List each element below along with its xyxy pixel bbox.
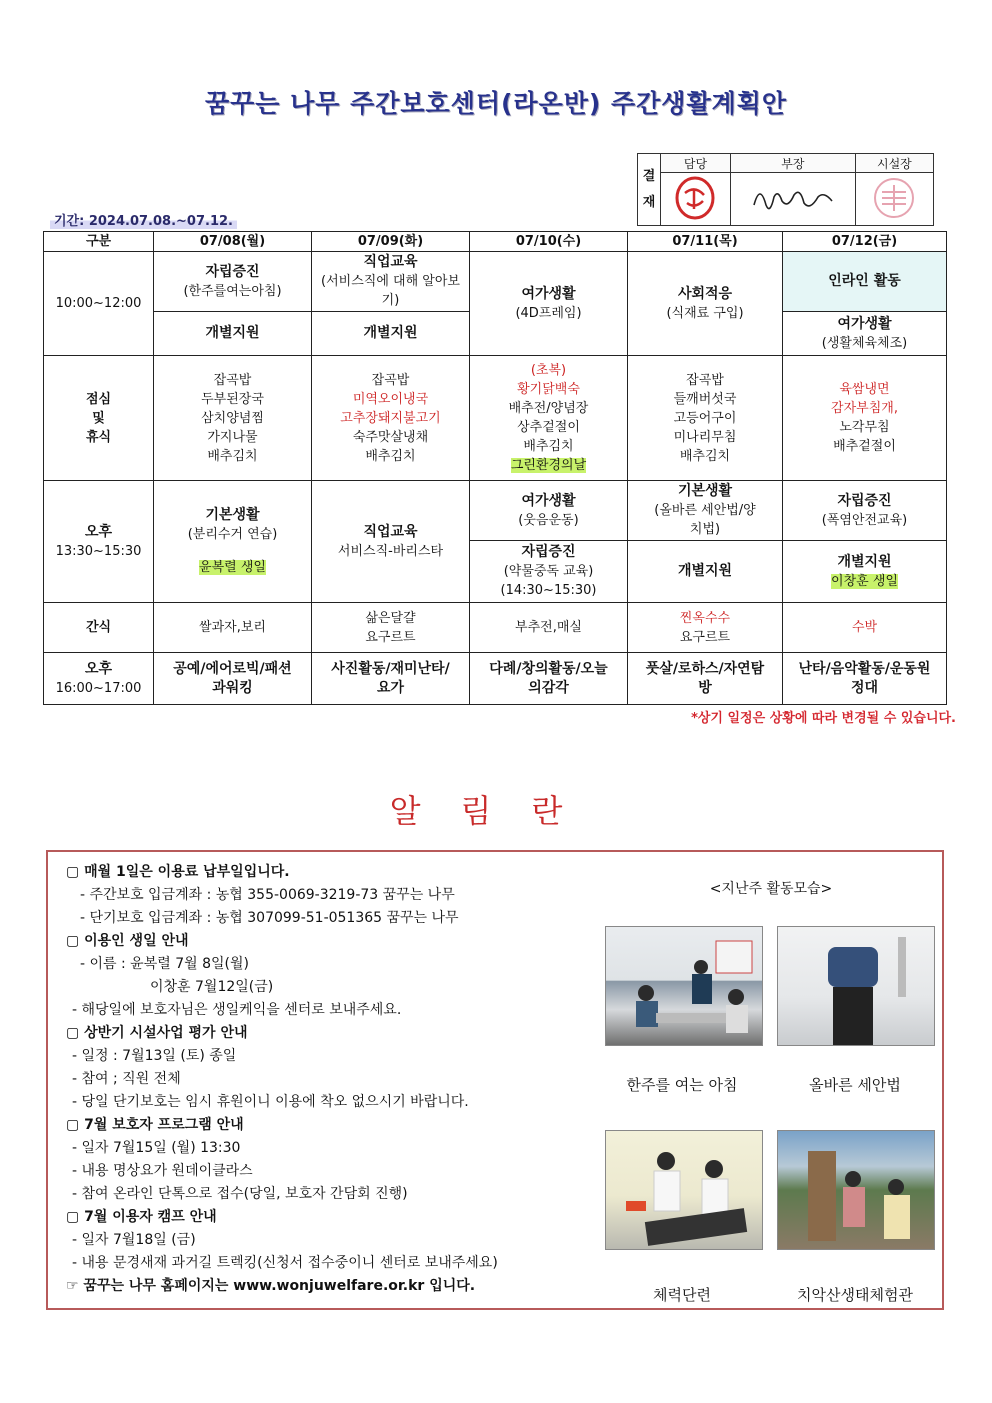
fri-am2-title: 여가생활 (837, 315, 892, 332)
thu-lunch-cell (628, 356, 783, 481)
tue-am-cell (312, 252, 470, 312)
row-label-morning: 10:00~12:00 (44, 252, 154, 356)
snack-item-special: 찐옥수수 (679, 610, 731, 626)
wed-am-sub: (4D프레임) (515, 305, 582, 321)
menu-item-special: 고추장돼지불고기 (340, 410, 441, 426)
fri-am2-cell (783, 312, 947, 356)
menu-item: 들깨버섯국 (673, 391, 737, 407)
tue-am2-cell: 개별지원 (312, 312, 470, 356)
snack-item: 요구르트 (679, 629, 731, 645)
late-time: 16:00~17:00 (55, 680, 142, 696)
lunch-label-2: 및 (92, 410, 105, 426)
wed-pm2-cell (470, 541, 628, 603)
menu-item: 가지나물 (207, 429, 258, 445)
thu-pm2-cell: 개별지원 (628, 541, 783, 603)
approval-box (637, 153, 934, 226)
fri-pm2-title: 개별지원 (837, 553, 892, 570)
tue-late-cell: 사진활동/재미난타/요가 (312, 653, 470, 705)
notice-title: 알림란 (389, 792, 603, 830)
thu-am-cell (628, 252, 783, 356)
late-label: 오후 (84, 660, 113, 677)
thu-snack-cell (628, 603, 783, 653)
notice-line: 이창훈 7월12일(금) (150, 979, 274, 995)
afternoon-time: 13:30~15:30 (55, 543, 142, 559)
fri-pm1-cell (783, 481, 947, 541)
thu-pm1-cell (628, 481, 783, 541)
snack-item: 요구르트 (365, 629, 416, 645)
notice-box (46, 850, 944, 1310)
notice-line: - 내용 문경새재 과거길 트렉킹(신청서 접수중이니 센터로 보내주세요) (72, 1255, 498, 1271)
tue-pm-sub: 서비스직-바리스타 (337, 543, 444, 559)
notice-heading: ▢ 매월 1일은 이용료 납부일입니다. (66, 864, 290, 880)
mon-am2-cell: 개별지원 (154, 312, 312, 356)
schedule-table (43, 231, 947, 705)
notice-line: - 참여 ; 직원 전체 (72, 1071, 181, 1087)
fri-late-cell: 난타/음악활동/운동원정대 (783, 653, 947, 705)
tue-am-sub: (서비스직에 대해 알아보기) (321, 274, 460, 308)
thu-am-title: 사회적응 (677, 285, 733, 302)
approval-stamp-staff (661, 173, 731, 226)
approval-header-manager: 부장 (730, 154, 855, 173)
fri-pm1-title: 자립증진 (837, 492, 892, 509)
tue-snack-cell (312, 603, 470, 653)
menu-item-special: 육쌈냉면 (839, 382, 890, 397)
notice-heading: ▢ 이용인 생일 안내 (66, 933, 189, 949)
wed-pm2-time: (14:30~15:30) (500, 583, 597, 598)
wed-lunch-cell (470, 356, 628, 481)
menu-item: 배추겉절이 (833, 439, 896, 454)
menu-item: 고등어구이 (673, 410, 737, 426)
notice-heading: ▢ 7월 이용자 캠프 안내 (66, 1209, 217, 1225)
wed-late-cell: 다례/창의활동/오늘의감각 (470, 653, 628, 705)
tue-pm-title: 직업교육 (363, 523, 418, 540)
approval-header-staff: 담당 (661, 154, 731, 173)
menu-item: 배추김치 (365, 448, 416, 464)
people-photo-icon (778, 927, 934, 1045)
wed-pm2-sub: (약물중독 교육) (503, 564, 594, 579)
menu-item: 잡곡밥 (213, 372, 252, 388)
photo-morning (605, 926, 763, 1046)
notice-line: - 당일 단기보호는 임시 휴원이니 이용에 착오 없으시기 바랍니다. (72, 1094, 469, 1110)
stamp-icon (866, 175, 922, 221)
menu-item: 삼치양념찜 (201, 410, 264, 426)
fri-am-cell (783, 252, 947, 312)
mon-am-sub: (한주를여는아침) (183, 283, 282, 299)
birthday-badge: 윤복렬 생일 (199, 560, 266, 575)
menu-item-special: 감자부침개, (831, 401, 898, 416)
notice-line: - 일정 : 7월13일 (토) 종일 (72, 1048, 237, 1064)
wed-pm2-title: 자립증진 (521, 544, 576, 560)
notice-heading: ▢ 상반기 시설사업 평가 안내 (66, 1025, 248, 1041)
lunch-label-3: 휴식 (85, 429, 112, 445)
mon-snack-cell: 쌀과자,보리 (154, 603, 312, 653)
notice-line: - 단기보호 입금계좌 : 농협 307099-51-051365 꿈꾸는 나무 (80, 910, 459, 926)
period-label: 기간: 2024.07.08.~07.12. (50, 210, 237, 229)
fri-am2-sub: (생활체육체조) (821, 335, 908, 351)
wed-pm1-title: 여가생활 (521, 492, 576, 509)
thu-am-sub: (식재료 구입) (666, 305, 744, 321)
fri-lunch-cell (783, 356, 947, 481)
menu-item: 상추겉절이 (517, 420, 580, 435)
header-fri: 07/12(금) (783, 232, 947, 252)
menu-item-special: 미역오이냉국 (352, 391, 429, 407)
header-tue: 07/09(화) (312, 232, 470, 252)
homepage-line: ☞ 꿈꾸는 나무 홈페이지는 www.wonjuwelfare.or.kr 입니다. (66, 1278, 476, 1294)
header-wed: 07/10(수) (470, 232, 628, 252)
notice-line: - 참여 온라인 단톡으로 접수(당일, 보호자 간담회 진행) (72, 1186, 408, 1202)
header-thu: 07/11(목) (628, 232, 783, 252)
fri-pm2-cell (783, 541, 947, 603)
caption-exercise: 체력단련 (653, 1286, 711, 1304)
mon-pm-title: 기본생활 (205, 507, 260, 523)
approval-stamp-director (855, 173, 933, 226)
menu-item: 배추김치 (523, 439, 574, 454)
signature-icon (748, 175, 838, 221)
tue-am-title: 직업교육 (363, 254, 418, 270)
wed-pm1-cell (470, 481, 628, 541)
notice-line: - 내용 명상요가 원데이클라스 (72, 1163, 253, 1179)
mon-am-title: 자립증진 (205, 263, 260, 280)
photo-eco-center (777, 1130, 935, 1250)
photos-title: <지난주 활동모습> (709, 881, 833, 897)
approval-signature-manager (730, 173, 855, 226)
notice-line: - 해당일에 보호자님은 생일케익을 센터로 보내주세요. (72, 1002, 402, 1018)
menu-item-special: (초복) (530, 363, 567, 378)
row-label-afternoon (44, 481, 154, 603)
mon-am-cell (154, 252, 312, 312)
tue-pm-cell (312, 481, 470, 603)
lunch-label-1: 점심 (85, 391, 112, 407)
snack-item: 삶은달걀 (365, 610, 416, 626)
notice-text (66, 861, 498, 1298)
menu-item: 두부된장국 (201, 391, 264, 407)
fri-snack-cell: 수박 (783, 603, 947, 653)
people-photo-icon (778, 1131, 934, 1249)
notice-line: - 이름 : 윤복렬 7월 8일(월) (80, 956, 249, 972)
green-day-badge: 그린환경의날 (510, 458, 587, 473)
notice-line: - 일자 7월15일 (월) 13:30 (72, 1140, 241, 1156)
stamp-icon (670, 175, 720, 221)
fri-pm1-sub: (폭염안전교육) (821, 512, 908, 528)
mon-pm-cell (154, 481, 312, 603)
header-mon: 07/08(월) (154, 232, 312, 252)
notice-line: - 일자 7월18일 (금) (72, 1232, 196, 1248)
wed-am-title: 여가생활 (521, 285, 576, 302)
tue-lunch-cell (312, 356, 470, 481)
approval-header-director: 시설장 (855, 154, 933, 173)
birthday-badge: 이창훈 생일 (831, 573, 898, 589)
thu-late-cell: 풋살/로하스/자연탐방 (628, 653, 783, 705)
row-label-snack: 간식 (44, 603, 154, 653)
header-category: 구분 (44, 232, 154, 252)
menu-item: 노각무침 (839, 420, 890, 435)
fri-am-title: 인라인 활동 (828, 273, 901, 289)
wed-am-cell (470, 252, 628, 356)
menu-item: 잡곡밥 (371, 372, 410, 388)
thu-pm1-title: 기본생활 (677, 483, 733, 499)
menu-item: 배추김치 (679, 448, 731, 464)
thu-pm1-sub: (올바른 세안법/양치법) (654, 503, 756, 537)
wed-snack-cell: 부추전,매실 (470, 603, 628, 653)
photo-face-wash (777, 926, 935, 1046)
notice-line: - 주간보호 입금계좌 : 농협 355-0069-3219-73 꿈꾸는 나무 (80, 887, 455, 903)
mon-late-cell: 공예/에어로빅/패션과워킹 (154, 653, 312, 705)
row-label-lunch (44, 356, 154, 481)
mon-pm-sub: (분리수거 연습) (187, 527, 278, 542)
wed-pm1-sub: (웃음운동) (518, 512, 579, 528)
caption-eco-center: 치악산생태체험관 (797, 1286, 913, 1304)
menu-item: 잡곡밥 (686, 372, 724, 388)
photo-exercise (605, 1130, 763, 1250)
caption-morning: 한주를 여는 아침 (626, 1076, 738, 1094)
afternoon-label: 오후 (84, 523, 113, 540)
caption-face-wash: 올바른 세안법 (809, 1076, 901, 1094)
menu-item-special: 황기닭백숙 (517, 382, 580, 397)
menu-item: 배추전/양념장 (508, 401, 589, 416)
people-photo-icon (606, 1131, 762, 1249)
page-title: 꿈꾸는 나무 주간보호센터(라온반) 주간생활계획안 (204, 89, 788, 118)
schedule-note: *상기 일정은 상황에 따라 변경될 수 있습니다. (691, 711, 956, 726)
row-label-late (44, 653, 154, 705)
approval-label: 결 재 (638, 154, 661, 226)
notice-heading: ▢ 7월 보호자 프로그램 안내 (66, 1117, 244, 1133)
menu-item: 배추김치 (207, 448, 258, 464)
menu-item: 미나리무침 (673, 429, 737, 445)
people-photo-icon (606, 927, 762, 1045)
mon-lunch-cell (154, 356, 312, 481)
menu-item: 숙주맛살냉채 (352, 429, 429, 445)
